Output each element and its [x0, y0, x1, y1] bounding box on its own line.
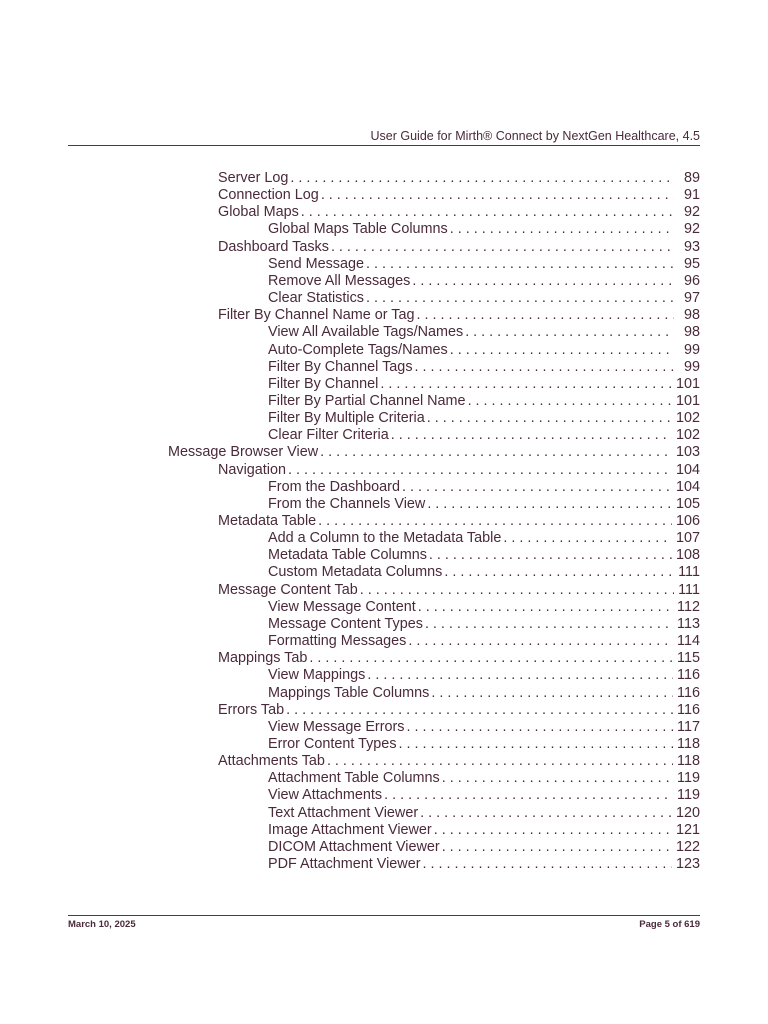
dot-leader: [444, 564, 674, 581]
toc-entry-page-number: 91: [683, 187, 700, 204]
toc-entry-title: PDF Attachment Viewer: [268, 856, 421, 872]
dot-leader: [366, 290, 674, 307]
dot-leader: [412, 273, 674, 290]
toc-entry-title: Filter By Channel Name or Tag: [218, 307, 415, 324]
toc-entry-title: Clear Filter Criteria: [268, 427, 389, 444]
toc-entry-title: Filter By Channel Tags: [268, 358, 413, 375]
toc-entry-title: Global Maps: [218, 204, 299, 221]
toc-entry[interactable]: [268, 256, 700, 273]
toc-entry[interactable]: [268, 736, 700, 753]
toc-entry[interactable]: [268, 564, 700, 581]
toc-entry-title: Add a Column to the Metadata Table: [268, 530, 502, 547]
dot-leader: [415, 359, 674, 376]
toc-entry-page-number: 101: [675, 375, 700, 392]
dot-leader: [288, 462, 672, 479]
toc-entry[interactable]: [218, 650, 700, 667]
toc-entry-page-number: 108: [675, 547, 700, 564]
dot-leader: [420, 805, 672, 822]
dot-leader: [442, 770, 673, 787]
toc-entry-page-number: 105: [675, 495, 700, 512]
toc-entry[interactable]: [268, 547, 700, 564]
toc-entry-page-number: 102: [675, 427, 700, 444]
toc-entry[interactable]: [218, 187, 700, 204]
toc-entry-title: Formatting Messages: [268, 633, 407, 650]
toc-entry-title: Mappings Table Columns: [268, 684, 430, 701]
toc-entry-page-number: 122: [675, 838, 700, 855]
toc-entry[interactable]: [268, 410, 700, 427]
toc-entry-title: From the Channels View: [268, 495, 426, 512]
toc-entry-title: View Attachments: [268, 787, 383, 804]
dot-leader: [391, 427, 672, 444]
toc-entry-title: Filter By Partial Channel Name: [268, 392, 466, 409]
toc-entry[interactable]: [268, 290, 700, 307]
toc-entry[interactable]: [268, 324, 700, 341]
dot-leader: [327, 753, 673, 770]
toc-entry[interactable]: [268, 496, 700, 513]
toc-entry[interactable]: [268, 616, 700, 633]
toc-entry[interactable]: [218, 170, 700, 187]
toc-entry-page-number: 98: [683, 324, 700, 341]
toc-entry[interactable]: [168, 444, 700, 461]
toc-entry[interactable]: [268, 376, 700, 393]
toc-entry-title: View Message Content: [268, 598, 416, 615]
toc-entry[interactable]: [268, 427, 700, 444]
dot-leader: [465, 324, 674, 341]
toc-entry-title: Message Content Types: [268, 615, 423, 632]
toc-entry-title: Filter By Multiple Criteria: [268, 410, 425, 427]
toc-entry[interactable]: [218, 582, 700, 599]
toc-entry-title: DICOM Attachment Viewer: [268, 838, 440, 855]
footer-divider: [68, 915, 700, 916]
dot-leader: [408, 633, 673, 650]
dot-leader: [301, 204, 674, 221]
toc-entry-page-number: 95: [683, 255, 700, 272]
toc-entry[interactable]: [268, 599, 700, 616]
toc-entry[interactable]: [268, 479, 700, 496]
dot-leader: [402, 479, 672, 496]
toc-entry-page-number: 104: [675, 478, 700, 495]
toc-entry-title: Message Content Tab: [218, 581, 358, 598]
toc-entry-page-number: 96: [683, 272, 700, 289]
toc-entry-page-number: 121: [675, 821, 700, 838]
document-header-title: User Guide for Mirth® Connect by NextGen Healthcare, 4.5: [370, 129, 700, 143]
toc-entry-page-number: 114: [677, 633, 700, 650]
toc-entry[interactable]: [268, 822, 700, 839]
toc-entry-page-number: 113: [677, 615, 700, 632]
toc-entry[interactable]: [268, 393, 700, 410]
dot-leader: [427, 410, 672, 427]
dot-leader: [429, 547, 672, 564]
toc-entry-page-number: 92: [683, 204, 700, 221]
toc-entry-title: Attachments Tab: [218, 753, 325, 770]
toc-entry-title: Clear Statistics: [268, 290, 364, 307]
dot-leader: [309, 650, 673, 667]
dot-leader: [427, 496, 672, 513]
toc-entry-title: Message Browser View: [168, 444, 319, 461]
toc-entry-page-number: 120: [675, 804, 700, 821]
dot-leader: [450, 342, 674, 359]
toc-entry[interactable]: [218, 513, 700, 530]
toc-entry-page-number: 119: [677, 770, 700, 787]
toc-entry-title: Attachment Table Columns: [268, 770, 440, 787]
toc-entry-title: View All Available Tags/Names: [268, 324, 464, 341]
dot-leader: [367, 667, 673, 684]
dot-leader: [431, 685, 673, 702]
toc-entry[interactable]: [268, 359, 700, 376]
toc-entry[interactable]: [268, 770, 700, 787]
toc-entry-page-number: 116: [677, 667, 700, 684]
toc-entry-title: Dashboard Tasks: [218, 238, 329, 255]
toc-entry[interactable]: [268, 719, 700, 736]
toc-entry-title: Metadata Table Columns: [268, 547, 427, 564]
dot-leader: [366, 256, 674, 273]
footer-date: March 10, 2025: [68, 919, 136, 930]
dot-leader: [380, 376, 672, 393]
toc-entry-title: Global Maps Table Columns: [268, 221, 448, 238]
toc-entry-title: Connection Log: [218, 187, 319, 204]
toc-entry-page-number: 106: [675, 513, 700, 529]
toc-entry[interactable]: [268, 342, 700, 359]
toc-entry-page-number: 111: [678, 564, 700, 581]
dot-leader: [320, 444, 672, 461]
dot-leader: [407, 719, 674, 736]
toc-entry-page-number: 117: [677, 718, 700, 735]
dot-leader: [503, 530, 672, 547]
toc-entry[interactable]: [268, 856, 700, 873]
toc-entry-page-number: 111: [678, 581, 700, 598]
dot-leader: [290, 170, 674, 187]
dot-leader: [360, 582, 674, 599]
dot-leader: [384, 787, 673, 804]
toc-entry-page-number: 119: [677, 787, 700, 804]
dot-leader: [321, 187, 674, 204]
toc-entry[interactable]: [218, 702, 700, 719]
toc-entry[interactable]: [268, 221, 700, 238]
toc-entry-title: View Mappings: [268, 667, 366, 684]
dot-leader: [442, 839, 672, 856]
toc-entry-title: Auto-Complete Tags/Names: [268, 341, 448, 358]
toc-entry-page-number: 101: [675, 392, 700, 409]
dot-leader: [286, 702, 673, 719]
toc-entry-title: Error Content Types: [268, 735, 397, 752]
toc-entry-page-number: 112: [677, 598, 700, 615]
toc-entry-title: Text Attachment Viewer: [268, 804, 419, 821]
toc-entry[interactable]: [218, 753, 700, 770]
toc-entry-title: Remove All Messages: [268, 272, 411, 289]
toc-entry-page-number: 116: [677, 684, 700, 701]
toc-entry-title: Custom Metadata Columns: [268, 564, 443, 581]
toc-entry[interactable]: [268, 839, 700, 856]
dot-leader: [434, 822, 672, 839]
toc-entry-page-number: 118: [677, 753, 700, 770]
toc-entry-page-number: 107: [675, 530, 700, 547]
dot-leader: [331, 239, 674, 256]
toc-entry-page-number: 98: [683, 307, 700, 324]
toc-entry[interactable]: [268, 667, 700, 684]
toc-entry[interactable]: [268, 633, 700, 650]
toc-entry[interactable]: [218, 307, 700, 324]
toc-entry-page-number: 116: [677, 701, 700, 718]
toc-entry-page-number: 102: [675, 410, 700, 427]
toc-entry[interactable]: [268, 787, 700, 804]
toc-entry-page-number: 115: [677, 650, 700, 667]
dot-leader: [418, 599, 673, 616]
toc-entry-page-number: 93: [683, 238, 700, 255]
dot-leader: [318, 513, 672, 530]
toc-entry-title: Metadata Table: [218, 513, 317, 529]
dot-leader: [450, 221, 674, 238]
footer-page-number: Page 5 of 619: [639, 919, 700, 930]
toc-entry-page-number: 123: [675, 856, 700, 872]
toc-entry-title: View Message Errors: [268, 718, 405, 735]
toc-entry[interactable]: [268, 805, 700, 822]
toc-entry-title: Filter By Channel: [268, 375, 379, 392]
toc-entry[interactable]: [218, 239, 700, 256]
dot-leader: [423, 856, 672, 873]
toc-entry-title: Server Log: [218, 170, 289, 186]
toc-entry[interactable]: [268, 530, 700, 547]
toc-entry[interactable]: [218, 462, 700, 479]
toc-entry-page-number: 99: [683, 341, 700, 358]
toc-entry-page-number: 97: [683, 290, 700, 307]
toc-entry-page-number: 104: [675, 461, 700, 478]
dot-leader: [399, 736, 674, 753]
toc-entry[interactable]: [268, 273, 700, 290]
toc-entry-page-number: 118: [677, 735, 700, 752]
dot-leader: [425, 616, 673, 633]
toc-entry-page-number: 92: [683, 221, 700, 238]
toc-entry-page-number: 99: [683, 358, 700, 375]
toc-entry-page-number: 89: [683, 170, 700, 186]
dot-leader: [417, 307, 675, 324]
toc-entry-title: Mappings Tab: [218, 650, 308, 667]
toc-entry-page-number: 103: [675, 444, 700, 461]
toc-entry-title: Errors Tab: [218, 701, 285, 718]
dot-leader: [468, 393, 672, 410]
toc-entry[interactable]: [268, 685, 700, 702]
toc-entry-title: Navigation: [218, 461, 286, 478]
header-divider: [68, 145, 700, 146]
toc-entry-title: Image Attachment Viewer: [268, 821, 432, 838]
toc-entry-title: From the Dashboard: [268, 478, 400, 495]
toc-entry-title: Send Message: [268, 255, 364, 272]
toc-entry[interactable]: [218, 204, 700, 221]
